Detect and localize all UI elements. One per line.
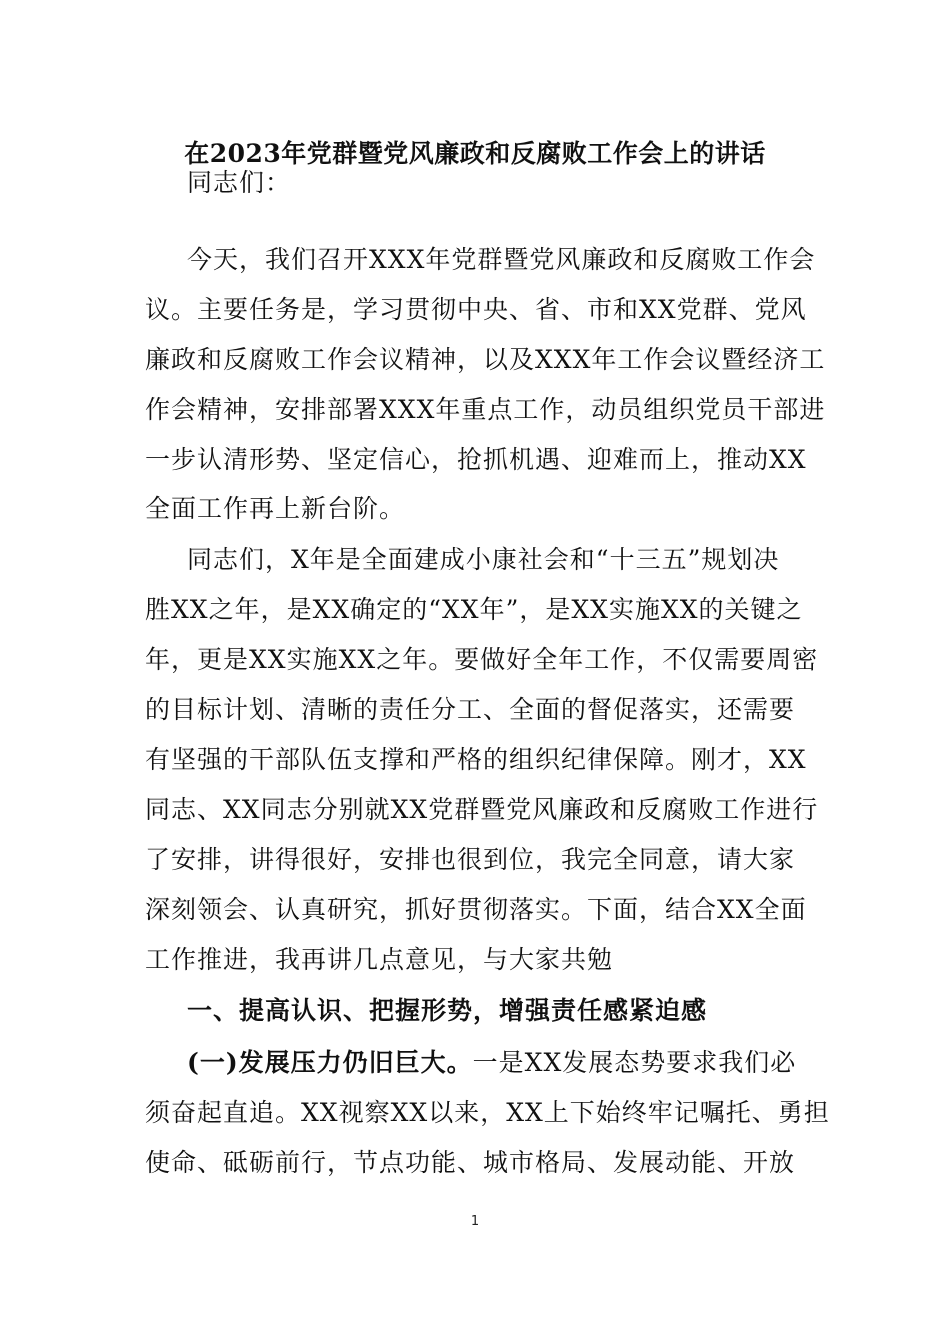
paragraph-text: 一是XX发展态势要求我们必 bbox=[472, 1048, 797, 1077]
paragraph-line: 廉政和反腐败工作会议精神，以及XXX年工作会议暨经济工 bbox=[145, 345, 826, 374]
paragraph-line: 胜XX之年，是XX确定的“XX年”，是XX实施XX的关键之 bbox=[145, 595, 803, 624]
paragraph-line: 有坚强的干部队伍支撑和严格的组织纪律保障。刚才，XX bbox=[145, 745, 807, 774]
paragraph-line: 了安排，讲得很好，安排也很到位，我完全同意，请大家 bbox=[145, 845, 796, 874]
page-number: 1 bbox=[470, 1214, 480, 1229]
salutation: 同志们： bbox=[187, 168, 292, 197]
paragraph-line: 的目标计划、清晰的责任分工、全面的督促落实，还需要 bbox=[145, 695, 796, 724]
paragraph-line: 今天，我们召开XXX年党群暨党风廉政和反腐败工作会 bbox=[187, 245, 816, 274]
paragraph-line: 同志、XX同志分别就XX党群暨党风廉政和反腐败工作进行 bbox=[145, 795, 819, 824]
paragraph-line: 议。主要任务是，学习贯彻中央、省、市和XX党群、党风 bbox=[145, 295, 807, 324]
paragraph-line: 深刻领会、认真研究，抓好贯彻落实。下面，结合XX全面 bbox=[145, 895, 807, 924]
document-title: 在2023年党群暨党风廉政和反腐败工作会上的讲话 bbox=[184, 139, 766, 168]
paragraph-line: 使命、砥砺前行，节点功能、城市格局、发展动能、开放 bbox=[145, 1148, 796, 1177]
paragraph-line: 一步认清形势、坚定信心，抢抓机遇、迎难而上，推动XX bbox=[145, 445, 807, 474]
paragraph-line bbox=[187, 1043, 809, 1083]
paragraph-line: 年，更是XX实施XX之年。要做好全年工作，不仅需要周密 bbox=[145, 645, 819, 674]
paragraph-line: 全面工作再上新台阶。 bbox=[145, 494, 406, 523]
paragraph-line: 须奋起直追。XX视察XX以来，XX上下始终牢记嘱托、勇担 bbox=[145, 1098, 830, 1127]
subsection-heading: (一)发展压力仍旧巨大。 bbox=[187, 1048, 473, 1077]
section-heading: 一、提高认识、把握形势，增强责任感紧迫感 bbox=[187, 996, 708, 1025]
paragraph-line: 工作推进，我再讲几点意见，与大家共勉 bbox=[145, 945, 614, 974]
paragraph-line: 同志们，X年是全面建成小康社会和“十三五”规划决 bbox=[187, 545, 780, 574]
paragraph-line: 作会精神，安排部署XXX年重点工作，动员组织党员干部进 bbox=[145, 395, 826, 424]
